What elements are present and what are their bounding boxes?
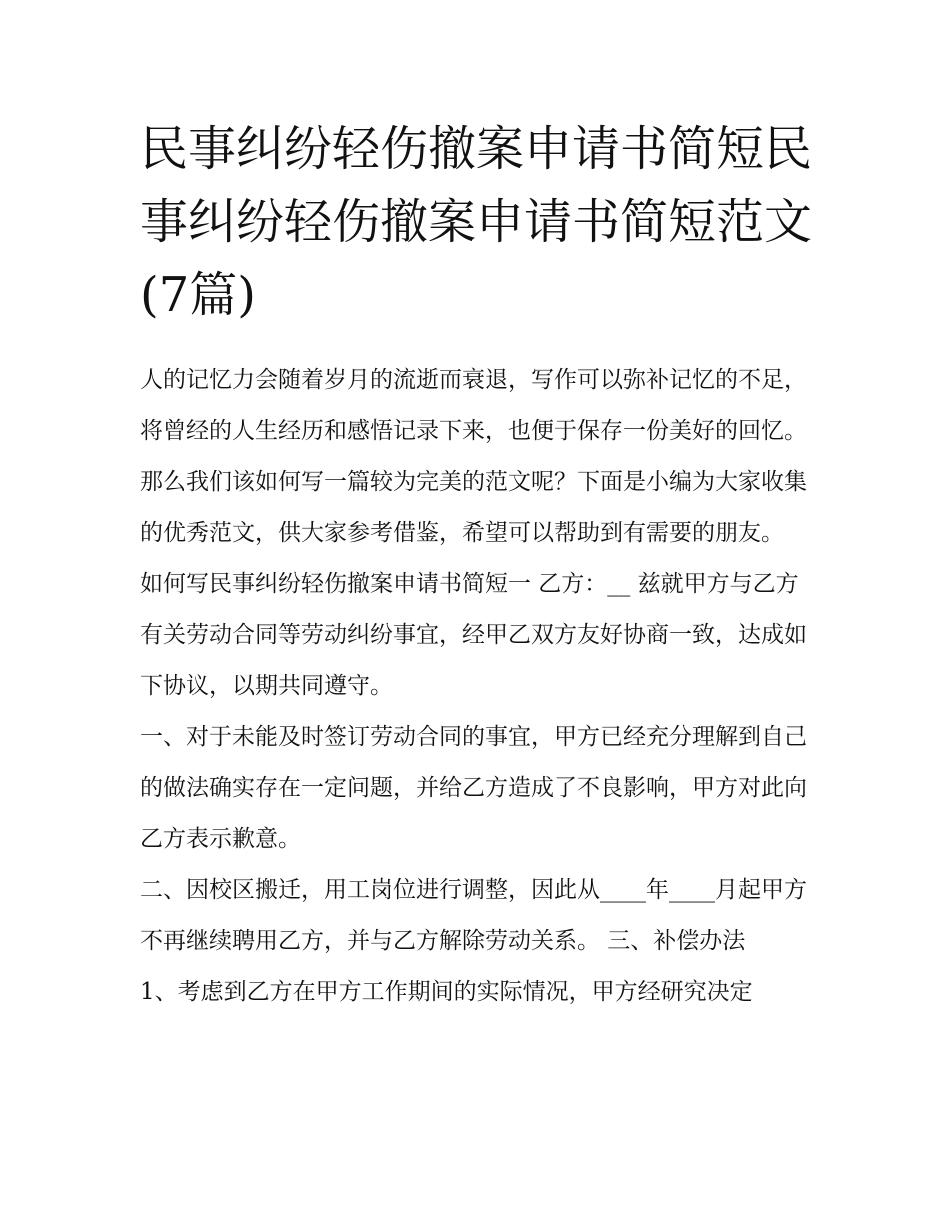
- paragraph-agreement-preamble: 如何写民事纠纷轻伤撤案申请书简短一 乙方：__ 兹就甲方与乙方有关劳动合同等劳动纠纷事宜，经甲乙双方友好协商一致，达成如下协议，以期共同遵守。: [140, 571, 807, 699]
- paragraph-clause-one: 一、对于未能及时签订劳动合同的事宜，甲方已经充分理解到自己的做法确实存在一定问题，并给乙方造成了不良影响，甲方对此向乙方表示歉意。: [140, 724, 807, 852]
- document-body: [140, 355, 820, 1018]
- paragraph-clause-two: 二、因校区搬迁，用工岗位进行调整，因此从____年____月起甲方不再继续聘用乙方，并与乙方解除劳动关系。 三、补偿办法: [140, 877, 807, 954]
- paragraph-intro: 人的记忆力会随着岁月的流逝而衰退，写作可以弥补记忆的不足，将曾经的人生经历和感悟记录下来，也便于保存一份美好的回忆。那么我们该如何写一篇较为完美的范文呢？下面是小编为大家收集的优秀范文，供大家参考借鉴，希望可以帮助到有需要的朋友。: [140, 367, 807, 546]
- paragraph-clause-three-item-one: 1、考虑到乙方在甲方工作期间的实际情况，甲方经研究决定: [140, 979, 753, 1005]
- document-title: 民事纠纷轻伤撤案申请书简短民事纠纷轻伤撤案申请书简短范文(7篇): [140, 121, 813, 323]
